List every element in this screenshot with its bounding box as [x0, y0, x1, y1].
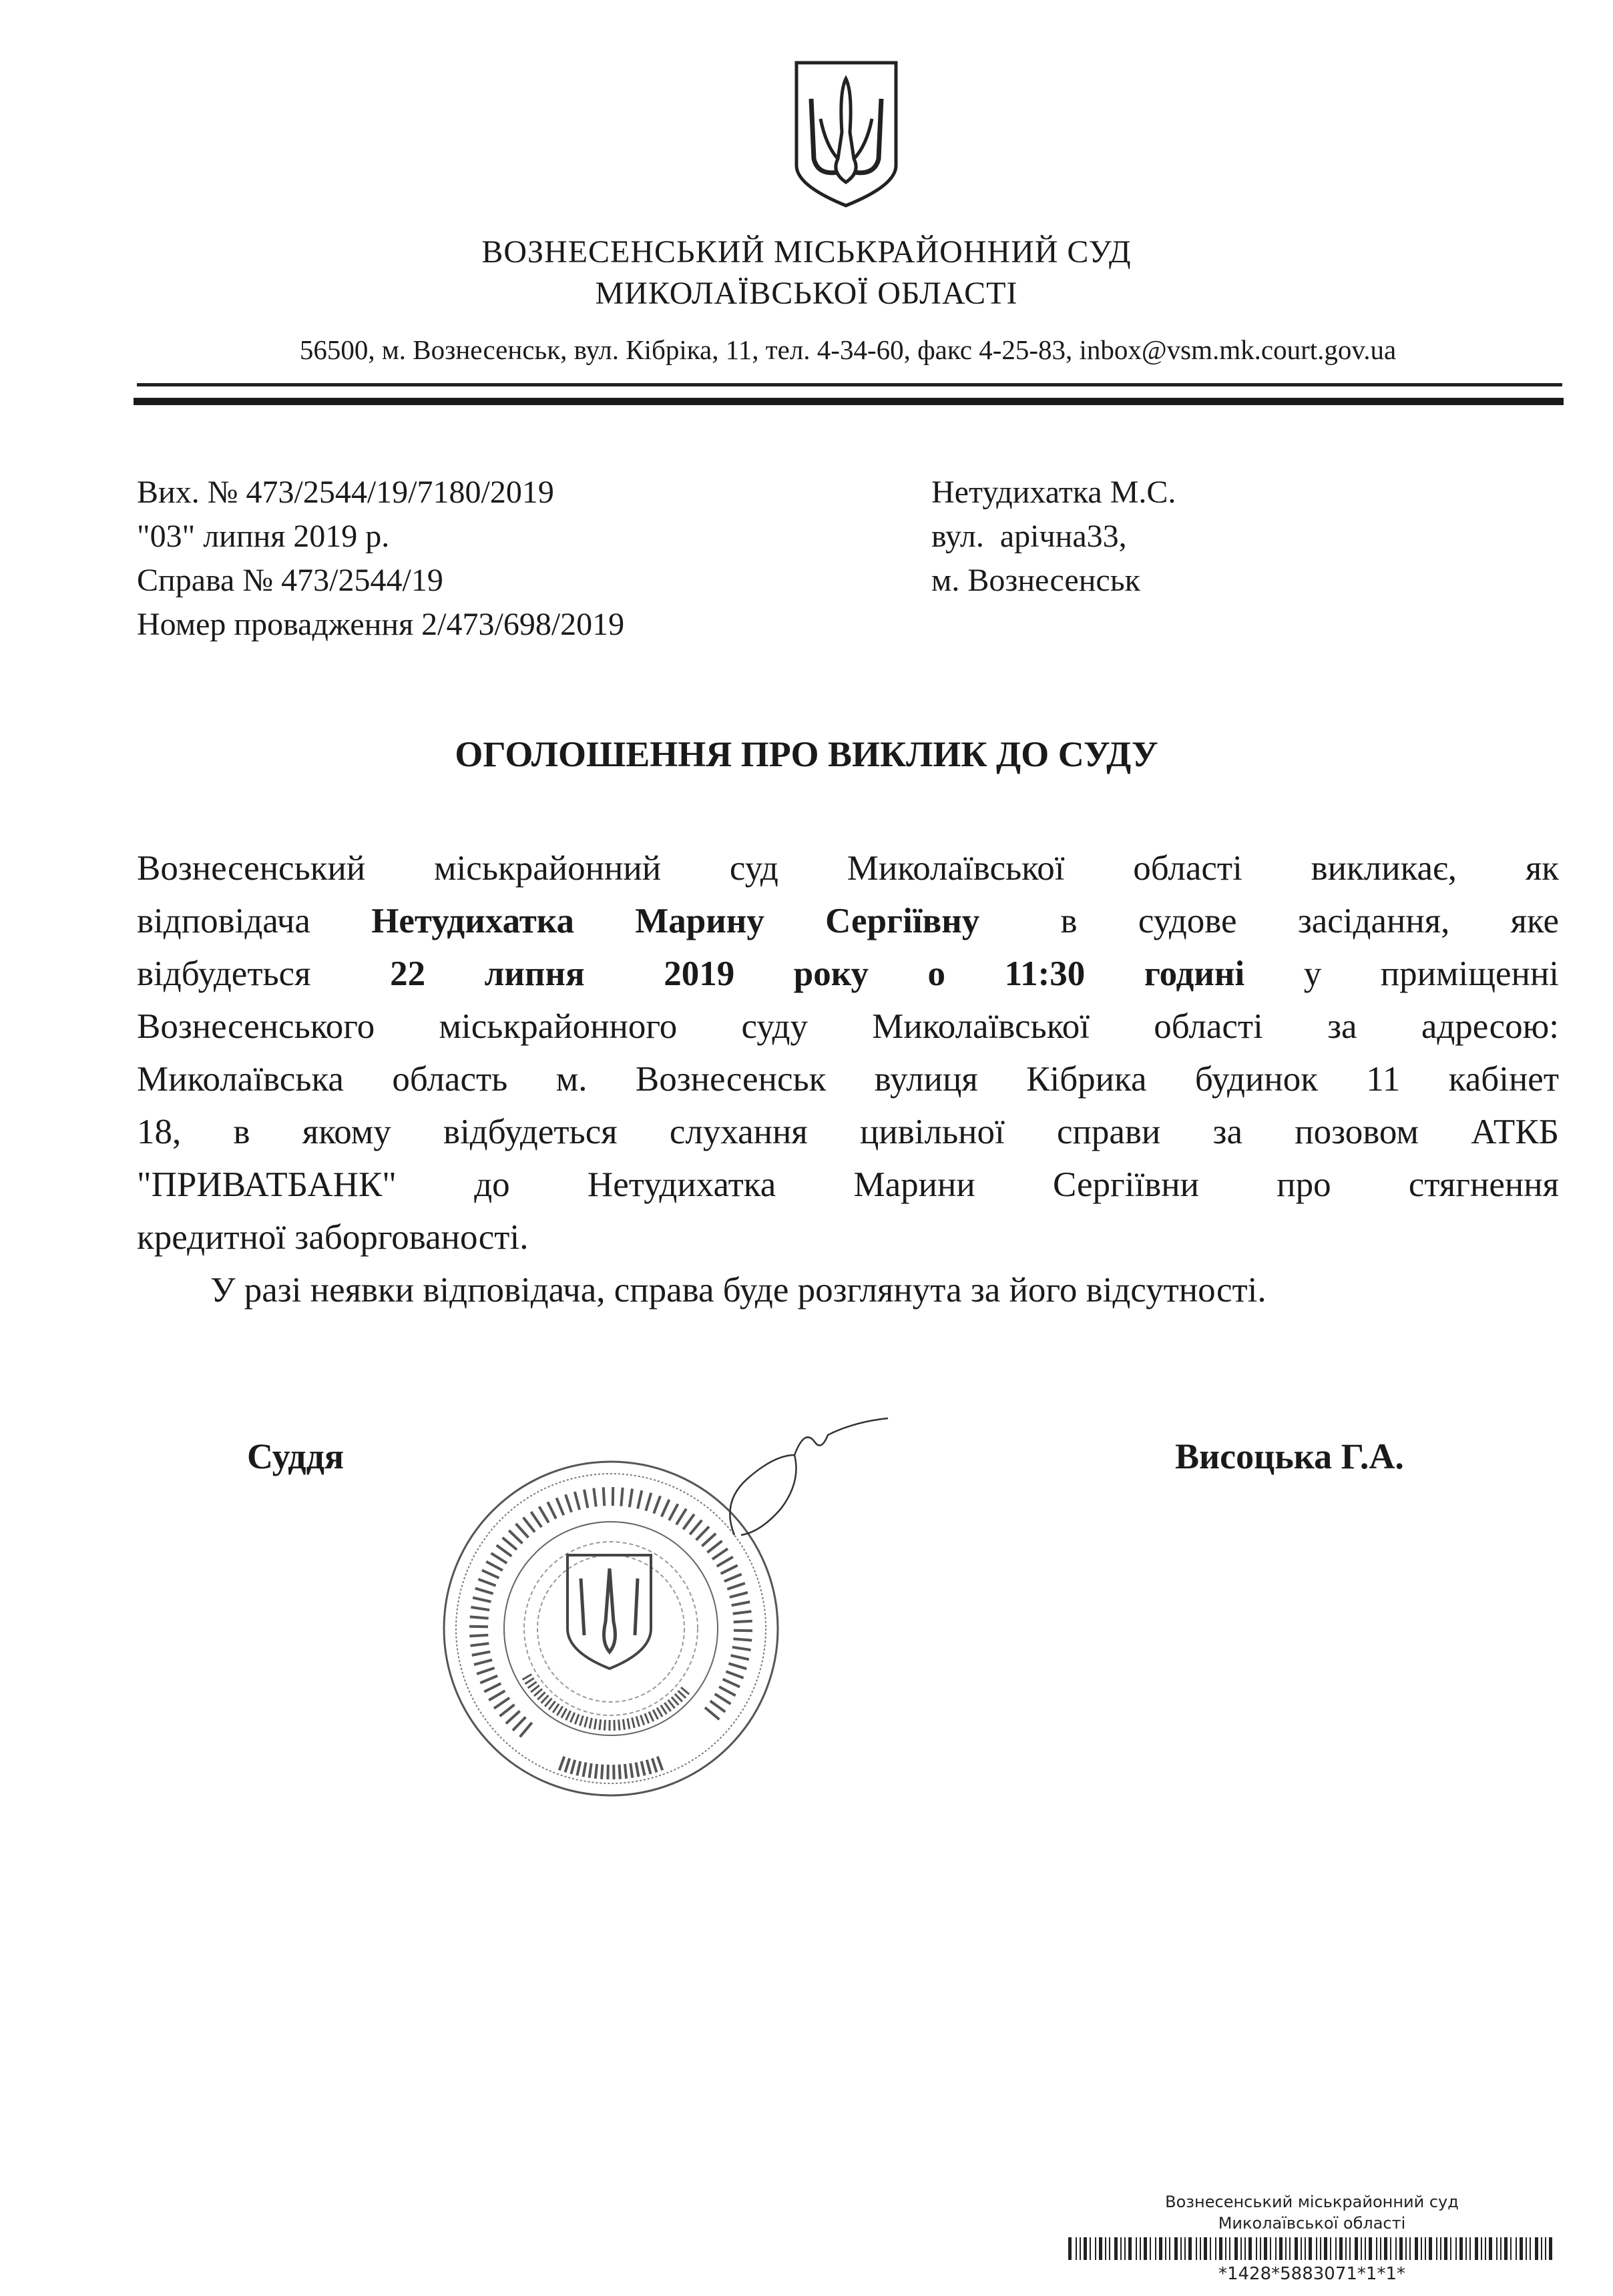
seal-letter-mark — [471, 1607, 489, 1610]
seal-letter-mark — [672, 1697, 679, 1705]
barcode-bar — [1415, 2237, 1418, 2260]
barcode-bar — [1165, 2237, 1166, 2260]
seal-letter-mark — [623, 1719, 624, 1730]
seal-letter-mark — [561, 1709, 567, 1718]
seal-letter-mark — [668, 1700, 675, 1708]
barcode-bar — [1136, 2237, 1137, 2260]
barcode-number: *1428*5883071*1*1* — [1218, 2264, 1406, 2284]
seal-letter-mark — [721, 1565, 738, 1574]
barcode-bar — [1289, 2237, 1291, 2260]
proceeding-number: Номер провадження 2/473/698/2019 — [137, 607, 625, 642]
defendant-name: Нетудихатка Марину Сергіївну — [371, 902, 980, 940]
barcode-bar — [1159, 2237, 1162, 2260]
barcode-bar — [1395, 2237, 1397, 2260]
barcode-bar — [1184, 2237, 1186, 2260]
seal-letter-mark — [675, 1694, 682, 1701]
barcode-bar — [1305, 2237, 1306, 2260]
body-text: у приміщенні — [1303, 954, 1560, 993]
seal-letter-mark — [565, 1494, 571, 1512]
seal-letter-mark — [647, 1760, 651, 1774]
barcode-bar — [1068, 2237, 1072, 2260]
seal-letter-mark — [630, 1763, 632, 1778]
barcode-bar — [1084, 2237, 1087, 2260]
seal-letter-mark — [520, 1723, 532, 1737]
barcode-bar — [1450, 2237, 1451, 2260]
seal-letter-mark — [702, 1534, 716, 1546]
signer-name: Висоцька Г.А. — [1175, 1436, 1404, 1476]
barcode-bar — [1355, 2237, 1358, 2260]
barcode-bar — [1174, 2237, 1178, 2260]
seal-letter-mark — [727, 1583, 745, 1589]
barcode-bar — [1180, 2237, 1182, 2260]
seal-letter-mark — [632, 1717, 635, 1728]
seal-letter-mark — [577, 1761, 580, 1775]
barcode-bar — [1244, 2237, 1246, 2260]
barcode-bar — [1095, 2237, 1096, 2260]
barcode-bar — [1128, 2237, 1132, 2260]
seal-letter-mark — [730, 1593, 748, 1597]
barcode-bar — [1365, 2237, 1366, 2260]
barcode-bar — [1120, 2237, 1122, 2260]
seal-letter-mark — [678, 1691, 686, 1698]
seal-letter-mark — [470, 1617, 489, 1618]
seal-letter-mark — [664, 1703, 670, 1711]
seal-letter-mark — [489, 1691, 505, 1700]
barcode-bar — [1481, 2237, 1482, 2260]
barcode-bar — [1361, 2237, 1362, 2260]
seal-letter-mark — [545, 1699, 551, 1707]
document-date: "03" липня 2019 р. — [137, 519, 390, 554]
seal-letter-mark — [566, 1711, 571, 1720]
barcode-bar — [1409, 2237, 1411, 2260]
barcode-bar — [1279, 2237, 1283, 2260]
seal-letter-mark — [494, 1698, 509, 1709]
barcode-bar — [1465, 2237, 1467, 2260]
seal-letter-mark — [649, 1712, 654, 1722]
barcode-bar — [1530, 2237, 1531, 2260]
recipient-street: вул. арічна33, — [931, 519, 1127, 554]
body-text: відбудеться — [137, 954, 311, 993]
barcode-bar — [1349, 2237, 1351, 2260]
seal-letter-mark — [475, 1589, 493, 1594]
barcode-bar — [1455, 2237, 1457, 2260]
seal-letter-mark — [541, 1695, 549, 1703]
seal-letter-mark — [580, 1716, 584, 1726]
recipient-block — [931, 471, 1176, 603]
seal-letter-mark — [522, 1675, 531, 1680]
seal-letter-mark — [531, 1685, 539, 1692]
body-line: 18, в якому відбудеться слухання цивільної справи за позовом АТКБ — [137, 1113, 1559, 1151]
barcode-bar — [1345, 2237, 1347, 2260]
seal-letter-mark — [661, 1705, 667, 1714]
seal-letter-mark — [553, 1704, 559, 1713]
barcode-bar — [1369, 2237, 1372, 2260]
seal-letter-mark — [482, 1570, 499, 1579]
handwritten-signature-icon — [721, 1415, 921, 1548]
body-line: У разі неявки відповідача, справа буде розглянута за його відсутності. — [210, 1271, 1266, 1310]
barcode-bar — [1335, 2237, 1337, 2260]
seal-letter-mark — [731, 1655, 749, 1659]
seal-letter-mark — [636, 1763, 638, 1777]
seal-letter-mark — [658, 1757, 663, 1771]
document-meta — [137, 471, 624, 647]
barcode-bar — [1169, 2237, 1170, 2260]
barcode-bar — [1295, 2237, 1298, 2260]
divider-thin — [137, 383, 1562, 386]
barcode-bar — [1489, 2237, 1492, 2260]
seal-letter-mark — [480, 1676, 497, 1683]
barcode-bar — [1270, 2237, 1271, 2260]
barcode-bar — [1436, 2237, 1437, 2260]
seal-letter-mark — [638, 1490, 642, 1508]
seal-letter-mark — [497, 1545, 512, 1556]
body-line — [137, 948, 1559, 1000]
seal-letter-mark — [594, 1719, 596, 1729]
barcode-bar — [1390, 2237, 1391, 2260]
barcode-bar — [1219, 2237, 1222, 2260]
barcode-bar — [1545, 2237, 1546, 2260]
barcode-bar — [1376, 2237, 1377, 2260]
seal-letter-mark — [657, 1707, 662, 1717]
seal-letter-mark — [683, 1514, 694, 1530]
barcode-bar — [1541, 2237, 1542, 2260]
seal-letter-mark — [645, 1713, 649, 1723]
outgoing-number: Вих. № 473/2544/19/7180/2019 — [137, 475, 554, 510]
barcode-bar — [1124, 2237, 1126, 2260]
barcode-bar — [1475, 2237, 1478, 2260]
seal-letter-mark — [707, 1541, 722, 1552]
barcode-bar — [1275, 2237, 1277, 2260]
seal-letter-mark — [513, 1717, 525, 1731]
seal-letter-mark — [557, 1706, 562, 1715]
barcode-bar — [1109, 2237, 1110, 2260]
barcode-bar — [1144, 2237, 1147, 2260]
seal-letter-mark — [516, 1524, 529, 1538]
document-body — [137, 842, 1559, 1317]
barcode-bar — [1285, 2237, 1287, 2260]
seal-letter-mark — [585, 1717, 588, 1727]
seal-letter-mark — [652, 1758, 657, 1772]
barcode-bar — [1510, 2237, 1512, 2260]
barcode-bar — [1504, 2237, 1508, 2260]
seal-letter-mark — [523, 1518, 535, 1532]
barcode-bar — [1204, 2237, 1207, 2260]
seal-letter-mark — [715, 1694, 731, 1704]
body-line: "ПРИВАТБАНК" до Нетудихатка Марини Сергіївни про стягнення — [137, 1165, 1559, 1204]
seal-letter-mark — [719, 1687, 736, 1695]
barcode-bar — [1256, 2237, 1257, 2260]
barcode-bar — [1301, 2237, 1302, 2260]
seal-letter-mark — [506, 1711, 520, 1724]
seal-letter-mark — [539, 1506, 549, 1522]
body-line: Вознесенський міськрайонний суд Миколаївської області викликає, як — [137, 849, 1559, 888]
body-line: кредитної заборгованості. — [137, 1218, 529, 1257]
barcode-bar — [1500, 2237, 1502, 2260]
seal-letter-mark — [641, 1715, 644, 1725]
seal-letter-mark — [478, 1579, 495, 1586]
seal-letter-mark — [590, 1718, 592, 1729]
seal-letter-mark — [614, 1720, 615, 1731]
seal-letter-mark — [575, 1714, 579, 1724]
barcode-bar — [1196, 2237, 1197, 2260]
barcode-bar — [1248, 2237, 1252, 2260]
seal-letter-mark — [732, 1602, 750, 1605]
body-line: Вознесенського міськрайонного суду Миколаївської області за адресою: — [137, 1007, 1559, 1046]
seal-letter-mark — [596, 1764, 597, 1779]
barcode-bar — [1200, 2237, 1201, 2260]
body-text: відповідача — [137, 902, 310, 940]
barcode-bar — [1080, 2237, 1081, 2260]
barcode-bar — [1320, 2237, 1321, 2260]
footer-court-line1: Вознесенський міськрайонний суд — [1165, 2193, 1459, 2211]
barcode-bar — [1421, 2237, 1422, 2260]
barcode-bar — [1469, 2237, 1471, 2260]
seal-letter-mark — [556, 1498, 563, 1515]
seal-letter-mark — [636, 1717, 639, 1727]
seal-letter-mark — [528, 1682, 537, 1688]
seal-letter-mark — [565, 1758, 569, 1772]
barcode-bar — [1188, 2237, 1192, 2260]
barcode-bar — [1264, 2237, 1267, 2260]
barcode-bar — [1520, 2237, 1523, 2260]
barcode-bar — [1324, 2237, 1327, 2260]
seal-letter-mark — [590, 1763, 592, 1778]
seal-letter-mark — [559, 1757, 565, 1771]
seal-letter-mark — [732, 1647, 751, 1650]
seal-letter-mark — [696, 1526, 709, 1540]
barcode-bar — [1155, 2237, 1156, 2260]
barcode-bar — [1485, 2237, 1486, 2260]
barcode-bar — [1330, 2237, 1331, 2260]
barcode-bar — [1215, 2237, 1216, 2260]
seal-letter-mark — [723, 1679, 740, 1687]
seal-letter-mark — [653, 1710, 658, 1719]
coat-of-arms-icon — [791, 59, 901, 209]
seal-letter-mark — [484, 1683, 501, 1692]
signer-role: Суддя — [247, 1436, 344, 1476]
barcode-bar — [1090, 2237, 1091, 2260]
hearing-time: 2019 року о 11:30 годині — [664, 954, 1245, 993]
body-text: в судове засідання, яке — [1060, 902, 1560, 940]
body-line — [137, 895, 1559, 948]
barcode-bar — [1444, 2237, 1447, 2260]
seal-letter-mark — [477, 1668, 495, 1674]
seal-letter-mark — [654, 1496, 660, 1513]
seal-letter-mark — [733, 1639, 752, 1640]
case-number: Справа № 473/2544/19 — [137, 563, 443, 598]
barcode-icon — [1068, 2237, 1556, 2260]
barcode-bar — [1105, 2237, 1106, 2260]
seal-letter-mark — [584, 1490, 588, 1508]
barcode-bar — [1526, 2237, 1527, 2260]
barcode-bar — [1309, 2237, 1312, 2260]
seal-letter-mark — [712, 1548, 728, 1559]
seal-letter-mark — [604, 1720, 605, 1731]
barcode-bar — [1425, 2237, 1426, 2260]
seal-letter-mark — [469, 1635, 488, 1636]
barcode-bar — [1210, 2237, 1211, 2260]
seal-letter-mark — [705, 1707, 719, 1719]
seal-letter-mark — [662, 1500, 670, 1517]
document-heading: ОГОЛОШЕННЯ ПРО ВИКЛИК ДО СУДУ — [455, 734, 1158, 774]
seal-letter-mark — [534, 1689, 542, 1696]
court-name-line2: МИКОЛАЇВСЬКОЇ ОБЛАСТІ — [595, 276, 1018, 311]
seal-letter-mark — [571, 1760, 575, 1774]
barcode-bar — [1114, 2237, 1118, 2260]
barcode-bar — [1260, 2237, 1261, 2260]
barcode-bar — [1516, 2237, 1517, 2260]
barcode-bar — [1549, 2237, 1552, 2260]
seal-letter-mark — [630, 1488, 632, 1507]
seal-letter-mark — [600, 1719, 601, 1730]
barcode-bar — [1380, 2237, 1381, 2260]
seal-letter-mark — [642, 1761, 645, 1775]
seal-letter-mark — [717, 1557, 733, 1566]
divider-thick — [134, 398, 1564, 405]
barcode-bar — [1429, 2237, 1432, 2260]
seal-letter-mark — [503, 1538, 517, 1550]
barcode-bar — [1339, 2237, 1343, 2260]
barcode-bar — [1099, 2237, 1102, 2260]
seal-letter-mark — [628, 1719, 630, 1729]
body-line: Миколаївська область м. Вознесенськ вулиця Кібрика будинок 11 кабінет — [137, 1060, 1559, 1099]
seal-letter-mark — [594, 1488, 596, 1507]
barcode-bar — [1234, 2237, 1238, 2260]
barcode-bar — [1229, 2237, 1230, 2260]
barcode-bar — [1140, 2237, 1141, 2260]
seal-letter-mark — [669, 1504, 678, 1520]
seal-letter-mark — [491, 1553, 507, 1563]
seal-letter-mark — [531, 1512, 541, 1527]
barcode-bar — [1240, 2237, 1242, 2260]
seal-letter-mark — [486, 1562, 503, 1570]
seal-letter-mark — [621, 1488, 622, 1506]
seal-letter-mark — [734, 1621, 752, 1622]
seal-letter-mark — [583, 1763, 586, 1777]
court-address: 56500, м. Вознесенськ, вул. Кібріка, 11, тел. 4-34-60, факс 4-25-83, inbox@vsm.mk.court.gov.ua — [299, 334, 1397, 365]
seal-letter-mark — [646, 1493, 651, 1511]
seal-letter-mark — [570, 1713, 574, 1723]
barcode-bar — [1535, 2237, 1538, 2260]
seal-letter-mark — [549, 1701, 555, 1710]
seal-letter-mark — [724, 1574, 742, 1581]
court-name-line1: ВОЗНЕСЕНСЬКИЙ МІСЬКРАЙОННИЙ СУД — [481, 234, 1132, 270]
seal-letter-mark — [726, 1671, 743, 1678]
seal-letter-mark — [525, 1678, 533, 1684]
recipient-city: м. Вознесенськ — [931, 563, 1140, 598]
seal-letter-mark — [547, 1502, 556, 1518]
barcode-bar — [1150, 2237, 1151, 2260]
barcode-bar — [1316, 2237, 1317, 2260]
barcode-bar — [1440, 2237, 1441, 2260]
hearing-date: 22 липня — [390, 954, 585, 993]
seal-letter-mark — [728, 1663, 746, 1669]
seal-letter-mark — [733, 1611, 752, 1613]
seal-letter-mark — [471, 1643, 489, 1645]
seal-letter-mark — [500, 1705, 515, 1716]
barcode-bar — [1399, 2237, 1403, 2260]
barcode-bar — [1496, 2237, 1497, 2260]
seal-letter-mark — [472, 1652, 490, 1655]
seal-letter-mark — [474, 1660, 492, 1665]
seal-letter-mark — [676, 1509, 686, 1525]
seal-letter-mark — [619, 1720, 620, 1731]
footer-court-line2: Миколаївської області — [1218, 2214, 1406, 2233]
seal-letter-mark — [473, 1598, 491, 1602]
seal-letter-mark — [681, 1687, 689, 1694]
seal-letter-mark — [710, 1701, 726, 1711]
seal-letter-mark — [537, 1692, 545, 1699]
barcode-bar — [1459, 2237, 1463, 2260]
seal-letter-mark — [575, 1492, 580, 1510]
barcode-bar — [1076, 2237, 1077, 2260]
barcode-bar — [1405, 2237, 1407, 2260]
seal-letter-mark — [509, 1530, 522, 1543]
seal-letter-mark — [625, 1764, 626, 1779]
barcode-bar — [1384, 2237, 1387, 2260]
barcode-bar — [1225, 2237, 1226, 2260]
seal-letter-mark — [690, 1520, 702, 1534]
recipient-name: Нетудихатка М.С. — [931, 475, 1176, 510]
